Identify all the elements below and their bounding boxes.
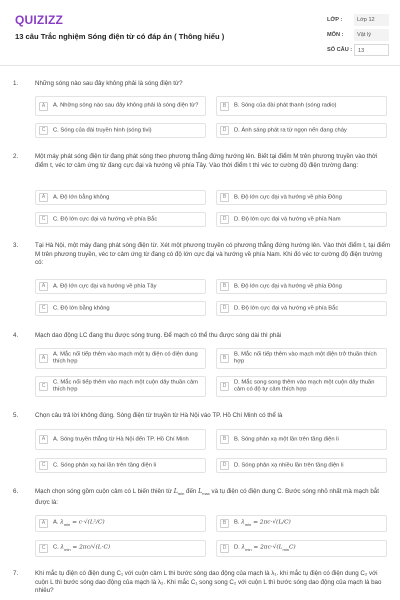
q6-option-c[interactable]: [35, 540, 206, 557]
q2-option-d[interactable]: [216, 212, 387, 227]
count-label: SỐ CÂU :: [327, 47, 353, 53]
option-text: B. Độ lớn cực đại và hướng về phía Đông: [234, 282, 342, 289]
subscript: min: [177, 491, 185, 497]
q4-option-b[interactable]: [216, 348, 387, 369]
formula-rest: = 2πc·√(L: [251, 544, 283, 551]
option-letter: B: [220, 354, 229, 363]
q3-option-d[interactable]: [216, 301, 387, 316]
option-letter: D: [220, 544, 229, 553]
formula-rest: = 2πc/√(L·C): [70, 544, 111, 551]
question-number: 7.: [13, 570, 19, 577]
option-letter: C: [39, 382, 48, 391]
option-formula: [234, 519, 382, 528]
option-letter: A: [39, 102, 48, 111]
subscript: min: [63, 521, 71, 527]
formula-rest: C): [288, 544, 296, 551]
q3-option-b[interactable]: [216, 279, 387, 294]
q1-option-c[interactable]: [35, 123, 206, 138]
symbol-l: L: [198, 488, 203, 495]
option-letter: D: [220, 126, 229, 135]
subject-value: Vật lý: [354, 29, 389, 41]
option-letter: C: [39, 461, 48, 470]
question-text: Một máy phát sóng điện từ đang phát sóng theo phương thẳng đứng hướng lên. Biết tại điểm M trên phương truyền vào thời điểm t, véc tơ cảm ứng từ đang cực đại và hướng về phía Tây. Vào thời điểm t thì véc tơ cường độ điện trường đang:: [35, 153, 378, 169]
text-part: Mạch chọn sóng gồm cuộn cảm có L biến thiên từ: [35, 488, 174, 495]
subscript: max: [202, 491, 210, 497]
option-letter: A: [39, 193, 48, 202]
subject-row: [327, 29, 389, 42]
option-letter: D: [220, 382, 229, 391]
option-text: A. Sóng truyền thẳng từ Hà Nội đến TP. Hồ Chí Minh: [53, 435, 189, 442]
lambda-symbol: λ: [60, 519, 64, 526]
formula-rest: = c·√(L²/C): [70, 519, 105, 526]
option-text: D. Mắc song song thêm vào mạch một cuộn dây thuần cảm có độ tự cảm thích hợp: [234, 379, 375, 393]
option-text: A. Độ lớn cực đại và hướng về phía Tây: [53, 282, 157, 289]
option-text: D. Độ lớn cực đại và hướng về phía Nam: [234, 215, 341, 222]
question-number: 2.: [13, 153, 19, 160]
grade-label: LỚP :: [327, 17, 343, 23]
subscript: min: [282, 546, 289, 552]
grade-row: [327, 14, 389, 27]
option-text: C. Độ lớn cực đại và hướng về phía Bắc: [53, 215, 158, 222]
subject-label: MÔN :: [327, 32, 344, 38]
option-letter: C: [39, 215, 48, 224]
option-letter: D: [220, 215, 229, 224]
option-letter: C: [39, 304, 48, 313]
q5-option-c[interactable]: [35, 458, 206, 473]
option-text: D. Sóng phản xạ nhiều lần trên tầng điện li: [234, 461, 344, 468]
question-text: Mạch dao động LC đang thu được sóng trung. Để mạch có thể thu được sóng dài thì phải: [35, 332, 282, 339]
option-text: D. Ánh sáng phát ra từ ngọn nến đang cháy: [234, 126, 347, 133]
option-text: C. Sóng của đài truyền hình (sóng tivi): [53, 126, 152, 133]
q3-option-c[interactable]: [35, 301, 206, 316]
q3-option-a[interactable]: [35, 279, 206, 294]
q5-option-b[interactable]: [216, 429, 387, 450]
document-title: 13 câu Trắc nghiệm Sóng điện từ có đáp án ( Thông hiểu ): [15, 32, 225, 41]
option-text: D. Độ lớn cực đại và hướng về phía Bắc: [234, 304, 339, 311]
option-text: B. Độ lớn cực đại và hướng về phía Đông: [234, 193, 342, 200]
option-label: D.: [234, 544, 242, 551]
option-formula: [234, 544, 382, 553]
option-letter: A: [39, 282, 48, 291]
q1-option-d[interactable]: [216, 123, 387, 138]
question-text: Khi mắc tụ điện có điện dung C₁ với cuộn cảm L thì bước sóng dao động của mạch là λ₁. khi mắc tụ điện có điện dung C₂ với cuộn L thì bước sóng dao động của mạch là λ₂. Khi mắc C₁ song song C₂ với cuộn L thì bước sóng dao động của mạch là bao nhiêu?: [35, 570, 382, 595]
q5-option-d[interactable]: [216, 458, 387, 473]
q1-option-b[interactable]: [216, 96, 387, 116]
option-letter: D: [220, 304, 229, 313]
option-formula: [53, 519, 201, 528]
q4-option-d[interactable]: [216, 376, 387, 397]
q4-option-c[interactable]: [35, 376, 206, 397]
q6-option-d[interactable]: [216, 540, 387, 557]
lambda-symbol: λ: [241, 519, 245, 526]
option-letter: A: [39, 354, 48, 363]
subscript: min: [245, 546, 252, 552]
question-number: 1.: [13, 80, 19, 87]
quizizz-logo: QUIZIZZ: [15, 13, 64, 27]
question-text: [35, 488, 391, 507]
option-text: B. Mắc nối tiếp thêm vào mạch một điện trở thuần thích hợp: [234, 351, 377, 365]
question-text: Chọn câu trả lời không đúng. Sóng điện từ truyền từ Hà Nội vào TP. Hồ Chí Minh có thể là: [35, 412, 283, 419]
subscript: min: [244, 521, 252, 527]
option-text: A. Độ lớn bằng không: [53, 193, 110, 200]
q2-option-c[interactable]: [35, 212, 206, 227]
option-letter: B: [220, 282, 229, 291]
option-letter: C: [39, 126, 48, 135]
option-text: B. Sóng của đài phát thanh (sóng radio): [234, 102, 337, 109]
question-text: Những sóng nào sau đây không phải là sóng điện từ?: [35, 80, 183, 87]
subscript: min: [64, 546, 71, 552]
option-label: A.: [53, 519, 61, 526]
option-letter: B: [220, 102, 229, 111]
option-text: A. Mắc nối tiếp thêm vào mạch một tụ điện có điện dung thích hợp: [53, 351, 198, 365]
q6-option-a[interactable]: [35, 515, 206, 532]
option-letter: A: [39, 519, 48, 528]
option-formula: [53, 544, 201, 553]
question-text: Tại Hà Nội, một máy đang phát sóng điện từ. Xét một phương truyền có phương thẳng đứng hướng lên. Vào thời điểm t, tại điểm M trên phương truyền, véc tơ cảm ứng từ đang có độ lớn cực đại và hướng về phía Nam. Khi đó véc tơ cường độ điện trường có:: [35, 242, 391, 267]
option-text: C. Độ lớn bằng không: [53, 304, 110, 311]
document-header: [0, 0, 400, 66]
text-part: đến: [184, 488, 199, 495]
lambda-symbol: λ: [60, 544, 65, 551]
option-text: A. Những sóng nào sau đây không phải là sóng điện từ?: [53, 102, 199, 109]
q4-option-a[interactable]: [35, 348, 206, 369]
q6-option-b[interactable]: [216, 515, 387, 532]
option-text: B. Sóng phản xạ một lần trên tầng điện li: [234, 435, 339, 442]
q5-option-a[interactable]: [35, 429, 206, 450]
option-letter: B: [220, 193, 229, 202]
option-text: C. Mắc nối tiếp thêm vào mạch một cuộn dây thuần cảm thích hợp: [53, 379, 198, 393]
question-number: 3.: [13, 242, 19, 249]
q2-option-b[interactable]: [216, 190, 387, 205]
q2-option-a[interactable]: [35, 190, 206, 205]
count-value: 13: [354, 44, 389, 56]
option-letter: C: [39, 544, 48, 553]
option-text: C. Sóng phản xạ hai lần trên tầng điện li: [53, 461, 157, 468]
lambda-symbol: λ: [241, 544, 246, 551]
formula-rest: = 2πc·√(L/C): [251, 519, 291, 526]
count-row: [327, 44, 389, 57]
text-part: và tụ điện có điện dung C. Bước sóng nhỏ nhất mà mạch bắt được là:: [35, 488, 379, 506]
option-label: B.: [234, 519, 242, 526]
grade-value: Lớp 12: [354, 14, 389, 26]
question-number: 4.: [13, 332, 19, 339]
question-number: 5.: [13, 412, 19, 419]
option-letter: A: [39, 435, 48, 444]
option-letter: B: [220, 519, 229, 528]
question-number: 6.: [13, 488, 19, 495]
symbol-l: L: [173, 488, 178, 495]
q1-option-a[interactable]: [35, 96, 206, 116]
option-letter: D: [220, 461, 229, 470]
option-letter: B: [220, 435, 229, 444]
option-label: C.: [53, 544, 61, 551]
